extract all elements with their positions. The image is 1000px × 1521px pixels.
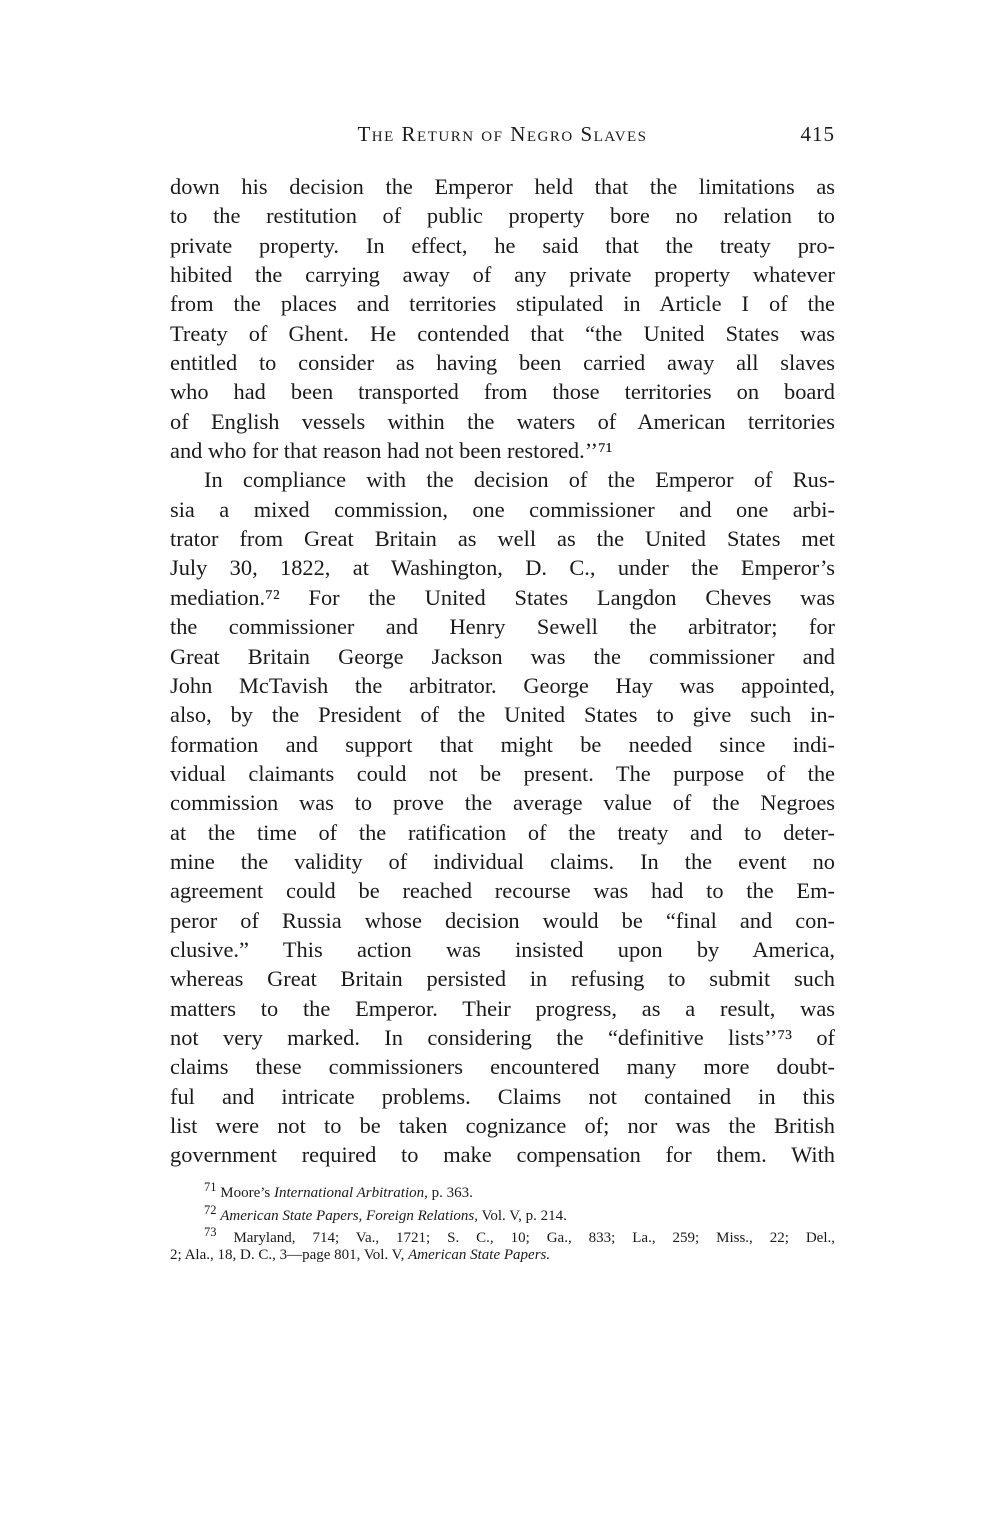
footnote-73 xyxy=(170,1221,835,1244)
body-text xyxy=(170,172,835,1170)
footnote-73-continued xyxy=(170,1244,835,1267)
footnote-text: Vol. V, p. 214. xyxy=(477,1207,567,1224)
text-line: trator from Great Britain as well as the United States met xyxy=(170,526,835,552)
footnote-72 xyxy=(170,1199,835,1222)
text-line: commission was to prove the average value of the Negroes xyxy=(170,790,835,816)
page-number: 415 xyxy=(800,122,835,146)
text-line: hibited the carrying away of any private property whatever xyxy=(170,262,835,288)
text-line: clusive.” This action was insisted upon by America, xyxy=(170,936,835,962)
text-line: the commissioner and Henry Sewell the arbitrator; for xyxy=(170,614,835,640)
footnotes xyxy=(170,1176,835,1266)
paragraph-first-line: In compliance with the decision of the Emperor of Rus- xyxy=(204,467,835,493)
text-line: agreement could be reached recourse was had to the Em- xyxy=(170,878,835,904)
text-line: at the time of the ratification of the treaty and to deter- xyxy=(170,819,835,845)
text-line: peror of Russia whose decision would be “final and con- xyxy=(170,907,835,933)
footnote-text: Moore’s xyxy=(216,1185,274,1201)
footnote-mark: 71 xyxy=(204,1180,217,1194)
footnote-text: 2; Ala., 18, D. C., 3—page 801, Vol. V, xyxy=(170,1246,409,1263)
text-line: not very marked. In considering the “definitive lists’’⁷³ of xyxy=(170,1024,835,1050)
text-line: mine the validity of individual claims. In the event no xyxy=(170,848,835,874)
text-line: entitled to consider as having been carried away all slaves xyxy=(170,350,835,376)
footnote-mark: 73 xyxy=(204,1225,217,1239)
text-line: list were not to be taken cognizance of; nor was the British xyxy=(170,1113,835,1138)
text-line: from the places and territories stipulated in Article I of the xyxy=(170,291,835,317)
text-line: formation and support that might be needed since indi- xyxy=(170,731,835,757)
text-line: down his decision the Emperor held that the limitations as xyxy=(170,174,835,199)
text-line: July 30, 1822, at Washington, D. C., under the Emperor’s xyxy=(170,555,835,581)
footnote-mark: 72 xyxy=(204,1202,217,1217)
text-line: government required to make compensation for them. With xyxy=(170,1142,835,1168)
text-line: private property. In effect, he said that the treaty pro- xyxy=(170,232,835,258)
text-line: whereas Great Britain persisted in refusing to submit such xyxy=(170,966,835,992)
footnote-title: International Arbitration, xyxy=(274,1185,428,1201)
text-line: Great Britain George Jackson was the commissioner and xyxy=(170,643,835,669)
footnote-text: Maryland, 714; Va., 1721; S. C., 10; Ga., 833; La., 259; Miss., 22; Del., xyxy=(216,1230,835,1246)
text-line: ful and intricate problems. Claims not contained in this xyxy=(170,1083,835,1109)
running-title: The Return of Negro Slaves xyxy=(357,122,648,146)
text-line: of English vessels within the waters of American territories xyxy=(170,408,835,434)
footnote-71 xyxy=(170,1176,835,1199)
footnote-title: American State Papers, Foreign Relations, xyxy=(220,1207,478,1224)
text-line: John McTavish the arbitrator. George Hay was appointed, xyxy=(170,672,835,698)
footnote-title: American State Papers. xyxy=(408,1246,551,1263)
text-line: vidual claimants could not be present. The purpose of the xyxy=(170,760,835,786)
text-line: who had been transported from those territories on board xyxy=(170,379,835,405)
text-line: also, by the President of the United States to give such in- xyxy=(170,702,835,728)
text-line: Treaty of Ghent. He contended that “the United States was xyxy=(170,320,835,346)
text-line: matters to the Emperor. Their progress, as a result, was xyxy=(170,995,835,1021)
text-line: claims these commissioners encountered many more doubt- xyxy=(170,1054,835,1080)
text-line: mediation.⁷² For the United States Langdon Cheves was xyxy=(170,584,835,610)
footnote-text: p. 363. xyxy=(427,1185,473,1201)
text-line: to the restitution of public property bore no relation to xyxy=(170,203,835,229)
running-head xyxy=(170,118,835,152)
text-line: and who for that reason had not been restored.’’⁷¹ xyxy=(170,438,613,464)
text-line: sia a mixed commission, one commissioner and one arbi- xyxy=(170,496,835,522)
